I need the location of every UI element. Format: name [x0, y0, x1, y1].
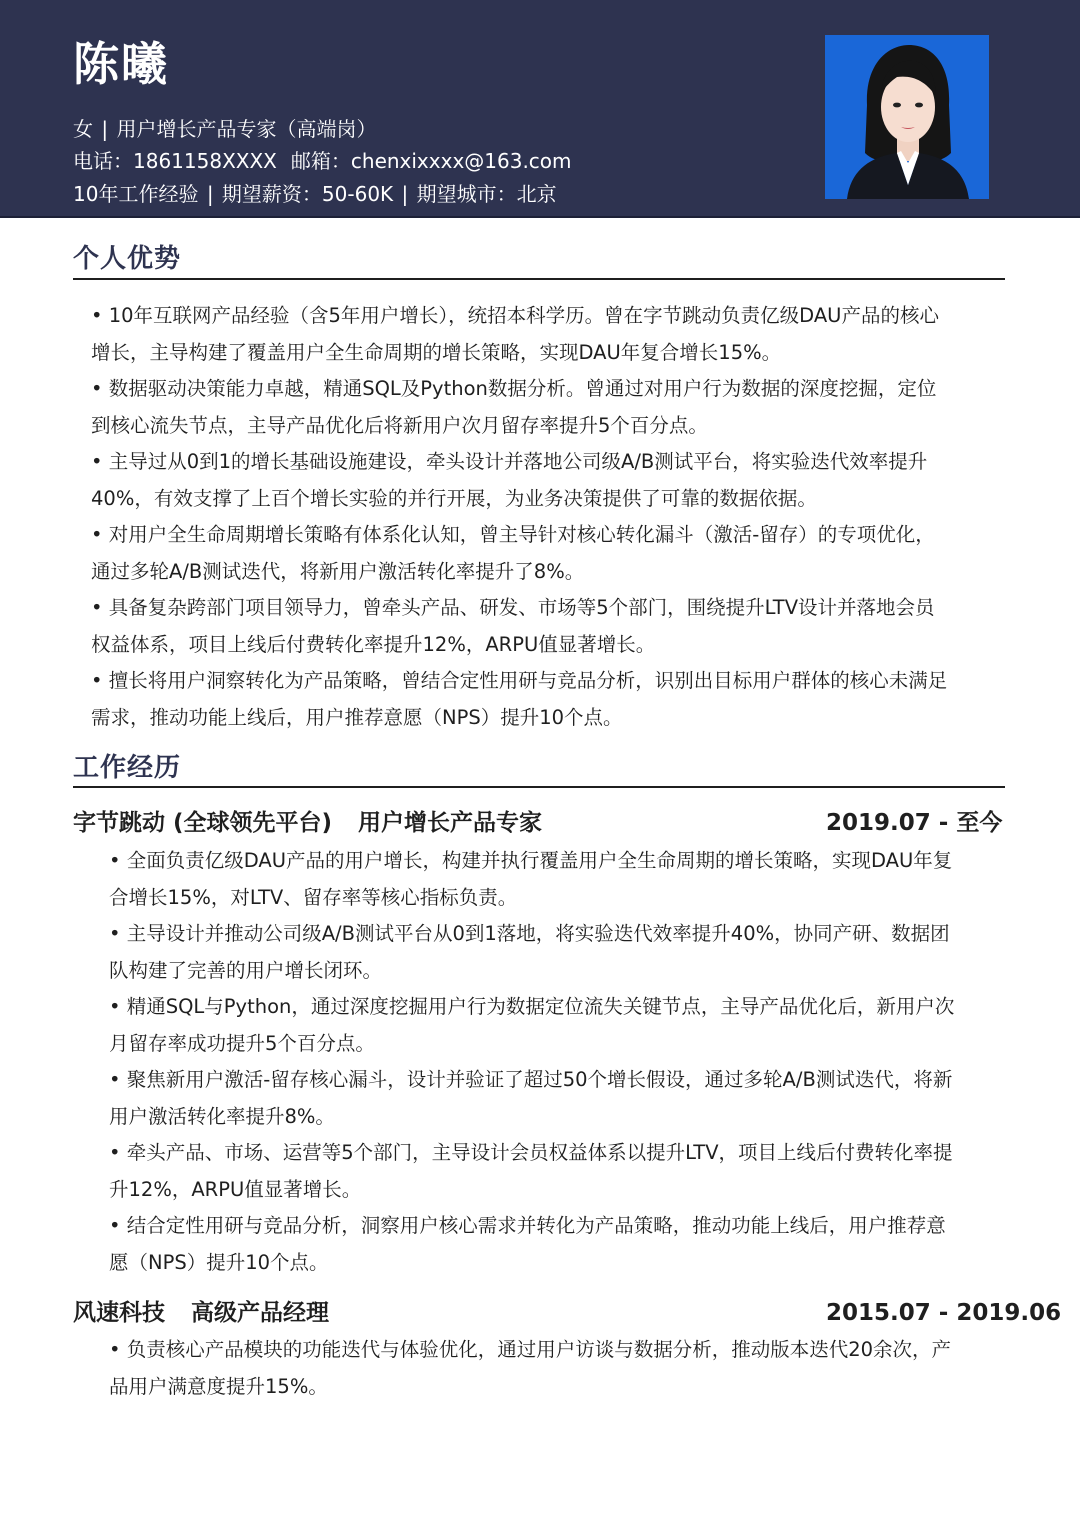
phone-number: 1861158XXXX — [133, 149, 277, 173]
email-address: chenxixxxx@163.com — [350, 149, 572, 173]
job-title: 用户增长产品专家 — [358, 810, 543, 836]
phone-label: 电话： — [73, 149, 133, 173]
advantages-list — [91, 298, 951, 736]
list-item: • 聚焦新用户激活-留存核心漏斗，设计并验证了超过50个增长假设，通过多轮A/B测试迭代，将新用户激活转化率提升8%。 — [109, 1068, 953, 1128]
salary-label: 期望薪资： — [221, 182, 322, 206]
basic-info-line — [73, 114, 376, 144]
list-item: • 牵头产品、市场、运营等5个部门，主导设计会员权益体系以提升LTV，项目上线后付费转化率提升12%，ARPU值显著增长。 — [109, 1141, 953, 1201]
list-item: • 精通SQL与Python，通过深度挖掘用户行为数据定位流失关键节点，主导产品优化后，新用户次月留存率成功提升5个百分点。 — [109, 995, 955, 1055]
list-item: • 具备复杂跨部门项目领导力，曾牵头产品、研发、市场等5个部门，围绕提升LTV设计并落地会员权益体系，项目上线后付费转化率提升12%，ARPU值显著增长。 — [91, 596, 935, 656]
list-item: • 10年互联网产品经验（含5年用户增长），统招本科学历。曾在字节跳动负责亿级DAU产品的核心增长，主导构建了覆盖用户全生命周期的增长策略，实现DAU年复合增长15%。 — [91, 304, 939, 364]
section-divider — [73, 278, 1005, 280]
section-divider — [73, 786, 1005, 788]
job-header — [73, 806, 542, 840]
expectation-line — [73, 179, 557, 209]
list-item: • 主导设计并推动公司级A/B测试平台从0到1落地，将实验迭代效率提升40%，协同产研、数据团队构建了完善的用户增长闭环。 — [109, 922, 950, 982]
expected-city: 北京 — [516, 182, 557, 206]
years-experience: 10年工作经验 — [73, 182, 199, 206]
list-item: • 数据驱动决策能力卓越，精通SQL及Python数据分析。曾通过对用户行为数据的深度挖掘，定位到核心流失节点，主导产品优化后将新用户次月留存率提升5个百分点。 — [91, 377, 937, 437]
gender: 女 — [73, 117, 93, 141]
job-duties-list — [109, 843, 965, 1281]
email-label: 邮箱： — [290, 149, 351, 173]
company-name: 风速科技 — [73, 1300, 165, 1326]
resume-header — [0, 0, 1080, 218]
list-item: • 擅长将用户洞察转化为产品策略，曾结合定性用研与竞品分析，识别出目标用户群体的核心未满足需求，推动功能上线后，用户推荐意愿（NPS）提升10个点。 — [91, 669, 948, 729]
job-duties-list — [109, 1332, 965, 1405]
list-item: • 主导过从0到1的增长基础设施建设，牵头设计并落地公司级A/B测试平台，将实验迭代效率提升40%，有效支撑了上百个增长实验的并行开展，为业务决策提供了可靠的数据依据。 — [91, 450, 928, 510]
job-title: 高级产品经理 — [191, 1300, 329, 1326]
job-period: 2019.07 - 至今 — [826, 810, 1003, 836]
list-item: • 对用户全生命周期增长策略有体系化认知，曾主导针对核心转化漏斗（激活-留存）的专项优化，通过多轮A/B测试迭代，将新用户激活转化率提升了8%。 — [91, 523, 935, 583]
contact-line — [73, 146, 572, 176]
list-item: • 全面负责亿级DAU产品的用户增长，构建并执行覆盖用户全生命周期的增长策略，实现DAU年复合增长15%，对LTV、留存率等核心指标负责。 — [109, 849, 953, 909]
target-position: 用户增长产品专家（高端岗） — [116, 117, 377, 141]
section-title-advantages: 个人优势 — [73, 244, 182, 274]
candidate-name: 陈曦 — [73, 37, 169, 91]
list-item: • 负责核心产品模块的功能迭代与体验优化，通过用户访谈与数据分析，推动版本迭代20余次，产品用户满意度提升15%。 — [109, 1338, 952, 1398]
job-header — [73, 1296, 329, 1330]
separator: | — [401, 182, 409, 206]
company-name: 字节跳动 (全球领先平台) — [73, 810, 333, 836]
separator: | — [206, 182, 214, 206]
section-title-experience: 工作经历 — [73, 753, 182, 783]
list-item: • 结合定性用研与竞品分析，洞察用户核心需求并转化为产品策略，推动功能上线后，用户推荐意愿（NPS）提升10个点。 — [109, 1214, 946, 1274]
separator: | — [101, 117, 109, 141]
profile-photo — [825, 35, 989, 199]
expected-salary: 50-60K — [321, 182, 394, 206]
city-label: 期望城市： — [416, 182, 517, 206]
job-period: 2015.07 - 2019.06 — [826, 1300, 1062, 1326]
